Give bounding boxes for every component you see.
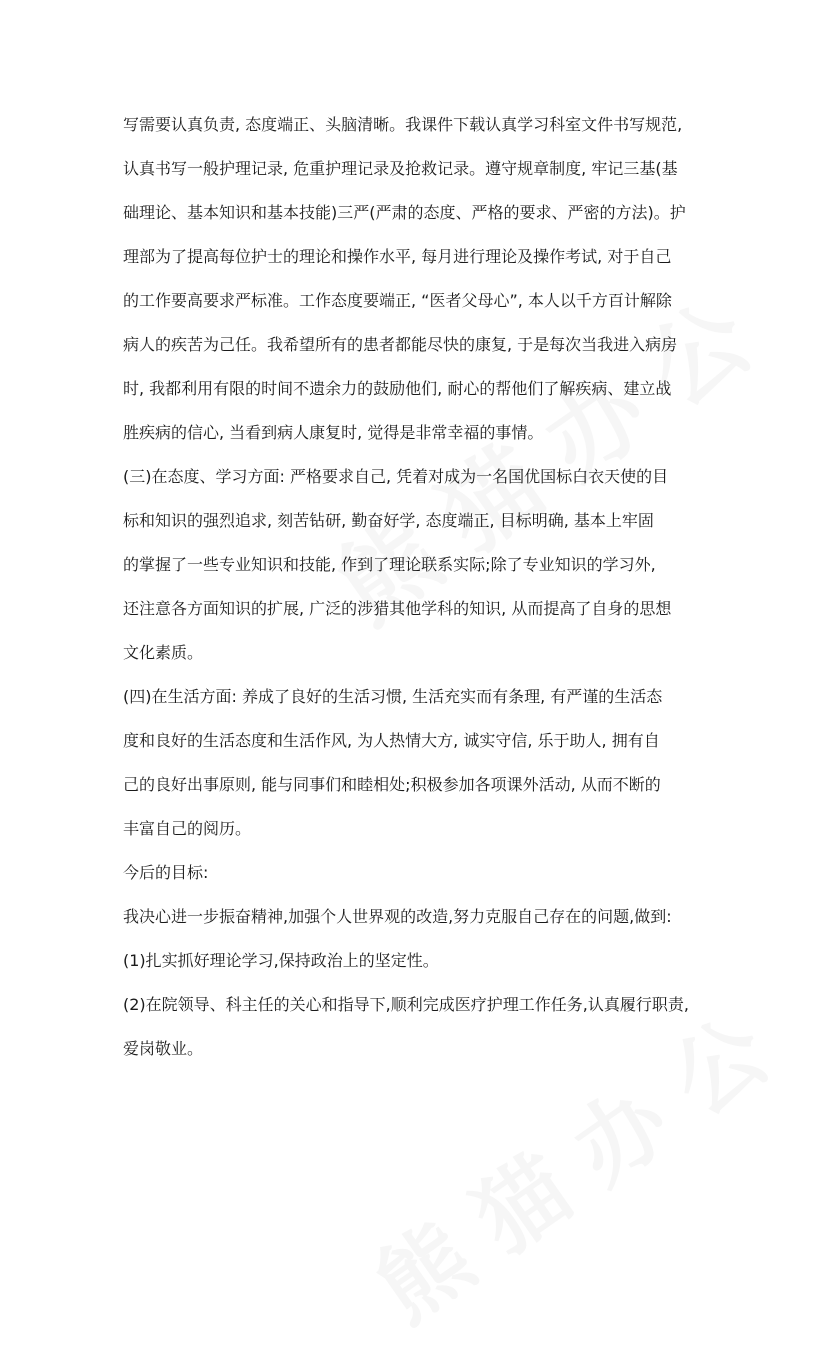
text-line: 时, 我都利用有限的时间不遗余力的鼓励他们, 耐心的帮他们了解疾病、建立战: [123, 379, 672, 398]
text-line: 认真书写一般护理记录, 危重护理记录及抢救记录。遵守规章制度, 牢记三基(基: [123, 159, 678, 178]
text-line: 文化素质。: [123, 643, 204, 662]
text-line: 病人的疾苦为己任。我希望所有的患者都能尽快的康复, 于是每次当我进入病房: [123, 335, 678, 354]
text-line: 标和知识的强烈追求, 刻苦钻研, 勤奋好学, 态度端正, 目标明确, 基本上牢固: [123, 511, 654, 530]
text-line: (2)在院领导、科主任的关心和指导下,顺利完成医疗护理工作任务,认真履行职责,: [123, 995, 689, 1014]
text-line: 的掌握了一些专业知识和技能, 作到了理论联系实际;除了专业知识的学习外,: [123, 555, 656, 574]
text-line: 己的良好出事原则, 能与同事们和睦相处;积极参加各项课外活动, 从而不断的: [123, 775, 661, 794]
text-line: (三)在态度、学习方面: 严格要求自己, 凭着对成为一名国优国标白衣天使的目: [123, 467, 669, 486]
text-line: 写需要认真负责, 态度端正、头脑清晰。我课件下载认真学习科室文件书写规范,: [123, 115, 683, 134]
document-body: [123, 110, 723, 1078]
text-line: 胜疾病的信心, 当看到病人康复时, 觉得是非常幸福的事情。: [123, 423, 544, 442]
text-line: 爱岗敬业。: [123, 1039, 204, 1058]
text-line: 础理论、基本知识和基本技能)三严(严肃的态度、严格的要求、严密的方法)。护: [123, 203, 686, 222]
text-line: (1)扎实抓好理论学习,保持政治上的坚定性。: [123, 951, 439, 970]
text-line: 还注意各方面知识的扩展, 广泛的涉猎其他学科的知识, 从而提高了自身的思想: [123, 599, 672, 618]
text-line: 理部为了提高每位护士的理论和操作水平, 每月进行理论及操作考试, 对于自己: [123, 247, 672, 266]
text-line: 丰富自己的阅历。: [123, 819, 252, 838]
text-line: 的工作要高要求严标准。工作态度要端正, “医者父母心”, 本人以千方百计解除: [123, 291, 672, 310]
text-line: 度和良好的生活态度和生活作风, 为人热情大方, 诚实守信, 乐于助人, 拥有自: [123, 731, 660, 750]
text-line: (四)在生活方面: 养成了良好的生活习惯, 生活充实而有条理, 有严谨的生活态: [123, 687, 663, 706]
text-line: 今后的目标:: [123, 863, 209, 882]
text-line: 我决心进一步振奋精神,加强个人世界观的改造,努力克服自己存在的问题,做到:: [123, 907, 672, 926]
